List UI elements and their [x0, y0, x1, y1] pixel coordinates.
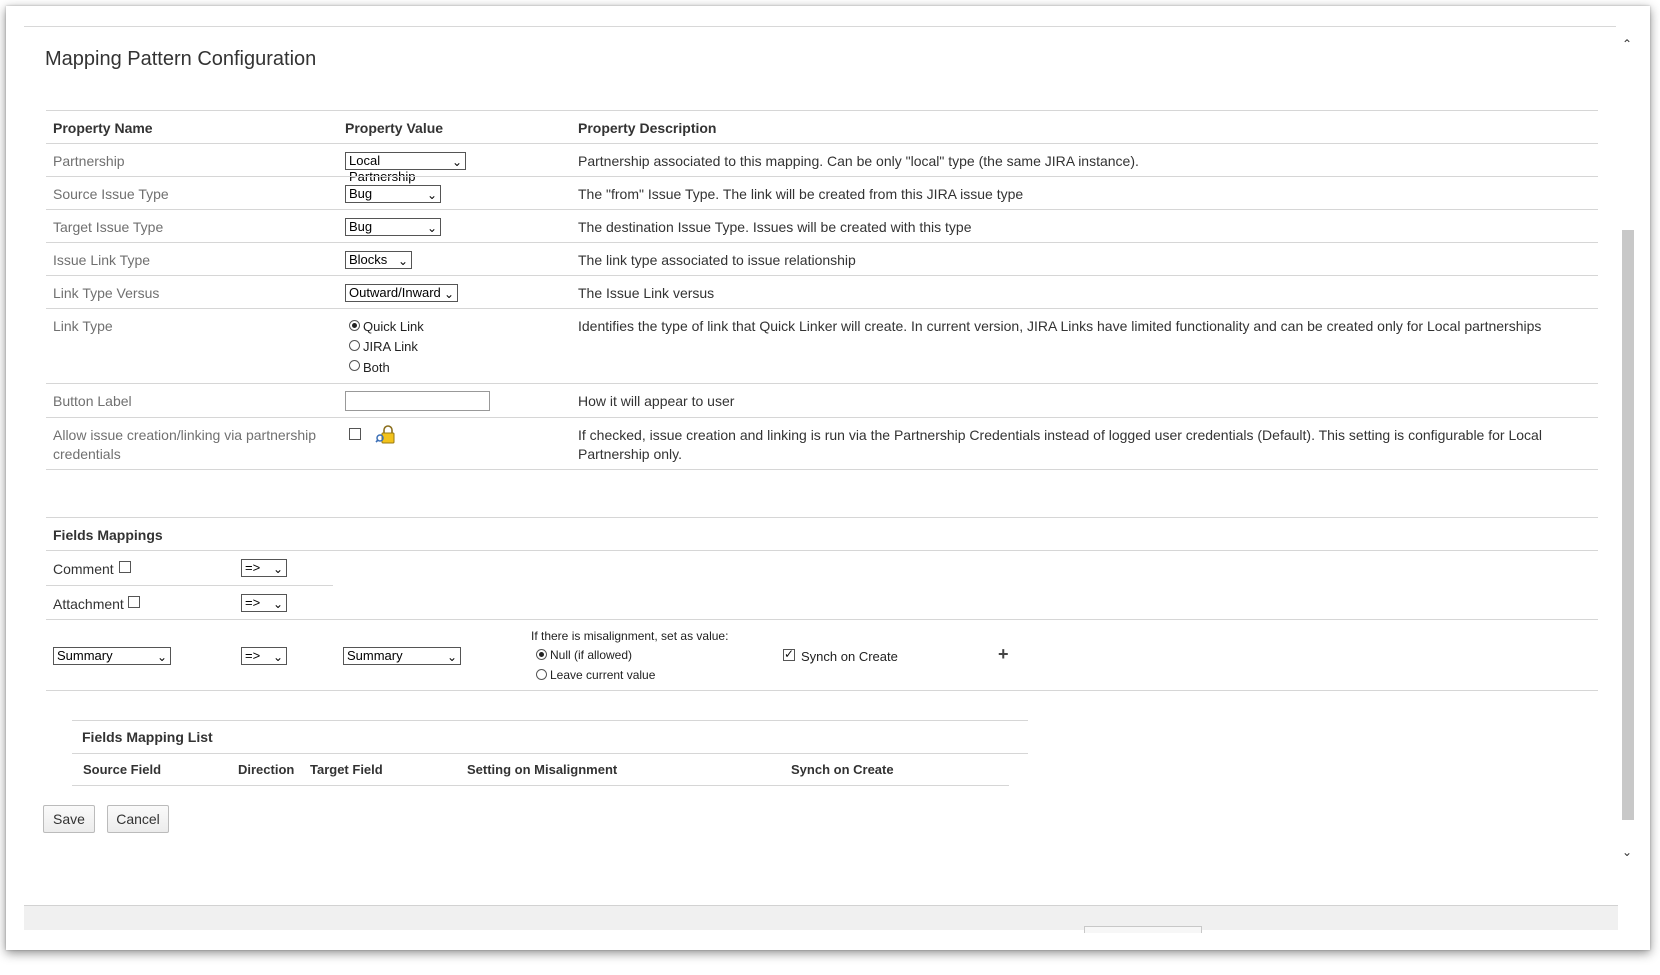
save-button[interactable]: Save — [43, 805, 95, 833]
link-type-versus-description: The Issue Link versus — [578, 285, 715, 301]
chevron-down-icon: ⌄ — [426, 188, 437, 202]
row-rule — [46, 242, 1598, 243]
attachment-direction-value: => — [245, 595, 261, 610]
partnership-label: Partnership — [53, 153, 125, 169]
source-issue-type-select[interactable] — [345, 185, 441, 203]
issue-link-type-description: The link type associated to issue relationship — [578, 252, 856, 268]
source-field-value: Summary — [57, 648, 113, 663]
synch-on-create-label: Synch on Create — [801, 649, 898, 664]
source-issue-type-description: The "from" Issue Type. The link will be created from this JIRA issue type — [578, 186, 1024, 202]
radio-both-label: Both — [363, 360, 390, 375]
target-issue-type-select[interactable] — [345, 218, 441, 236]
row-rule — [46, 550, 1598, 551]
radio-quick-link-label: Quick Link — [363, 319, 424, 334]
button-label-description: How it will appear to user — [578, 393, 735, 409]
row-rule — [46, 585, 333, 586]
mapping-direction-select[interactable] — [241, 647, 287, 665]
row-rule — [72, 785, 1009, 786]
radio-leave-current-value-label: Leave current value — [550, 668, 656, 682]
row-rule — [46, 417, 1598, 418]
target-field-value: Summary — [347, 648, 403, 663]
link-type-versus-value: Outward/Inward — [349, 285, 441, 300]
chevron-down-icon: ⌄ — [446, 650, 457, 664]
chevron-down-icon: ⌄ — [272, 562, 283, 576]
radio-leave-current-value[interactable] — [536, 669, 547, 680]
link-type-label: Link Type — [53, 318, 113, 334]
row-rule — [46, 619, 1598, 620]
allow-creation-label-line2: credentials — [53, 446, 121, 462]
row-rule — [46, 308, 1598, 309]
attachment-checkbox[interactable] — [128, 596, 140, 608]
header-property-description: Property Description — [578, 120, 717, 136]
header-property-value: Property Value — [345, 120, 444, 136]
cancel-button[interactable]: Cancel — [107, 805, 169, 833]
allow-creation-checkbox[interactable] — [349, 428, 361, 440]
target-issue-type-label: Target Issue Type — [53, 219, 164, 235]
source-issue-type-value: Bug — [349, 186, 373, 201]
radio-jira-link[interactable] — [349, 340, 360, 351]
target-field-select[interactable] — [343, 647, 461, 665]
chevron-down-icon: ⌄ — [443, 287, 454, 301]
chevron-down-icon: ⌄ — [426, 221, 437, 235]
target-issue-type-value: Bug — [349, 219, 373, 234]
chevron-down-icon: ⌄ — [156, 650, 167, 664]
chevron-down-icon: ⌄ — [272, 597, 283, 611]
chevron-down-icon: ⌄ — [272, 650, 283, 664]
footer-tab — [1084, 926, 1202, 933]
source-field-select[interactable] — [53, 647, 171, 665]
link-type-versus-select[interactable] — [345, 284, 458, 302]
comment-label: Comment — [53, 561, 114, 577]
button-label-input[interactable] — [345, 391, 490, 411]
section-rule — [46, 517, 1598, 518]
radio-null-if-allowed[interactable] — [536, 649, 547, 660]
radio-jira-link-label: JIRA Link — [363, 339, 418, 354]
synch-on-create-checkbox[interactable] — [783, 649, 795, 661]
scroll-down-icon[interactable]: ⌄ — [1621, 845, 1633, 859]
chevron-down-icon: ⌄ — [451, 155, 462, 169]
column-target-field: Target Field — [310, 762, 383, 777]
mapping-direction-value: => — [245, 648, 261, 663]
column-source-field: Source Field — [83, 762, 162, 777]
list-top-rule — [72, 720, 1028, 721]
partnership-description: Partnership associated to this mapping. Can be only "local" type (the same JIRA instance). — [578, 153, 1139, 169]
issue-link-type-label: Issue Link Type — [53, 252, 151, 268]
attachment-direction-select[interactable] — [241, 594, 287, 612]
row-rule — [46, 209, 1598, 210]
scrollbar-thumb[interactable] — [1622, 230, 1634, 820]
dialog-frame — [6, 6, 1650, 950]
comment-checkbox[interactable] — [119, 561, 131, 573]
header-property-name: Property Name — [53, 120, 153, 136]
comment-direction-value: => — [245, 560, 261, 575]
link-type-description: Identifies the type of link that Quick Linker will create. In current version, JIRA Links have limited functionality and can be created only for Local partnerships — [578, 318, 1542, 334]
top-divider — [24, 26, 1618, 27]
source-issue-type-label: Source Issue Type — [53, 186, 169, 202]
column-synch-on-create: Synch on Create — [791, 762, 894, 777]
page-title: Mapping Pattern Configuration — [45, 48, 317, 70]
target-issue-type-description: The destination Issue Type. Issues will be created with this type — [578, 219, 972, 235]
row-rule — [46, 383, 1598, 384]
column-setting-on-misalignment: Setting on Misalignment — [467, 762, 618, 777]
misalignment-prompt: If there is misalignment, set as value: — [531, 629, 729, 643]
radio-null-if-allowed-label: Null (if allowed) — [550, 648, 633, 662]
add-mapping-icon[interactable]: + — [998, 644, 1009, 664]
footer-strip — [24, 905, 1618, 930]
attachment-label: Attachment — [53, 596, 124, 612]
row-rule — [46, 143, 1598, 144]
column-direction: Direction — [238, 762, 295, 777]
fields-mapping-list-title: Fields Mapping List — [82, 729, 213, 745]
allow-creation-description-line1: If checked, issue creation and linking is run via the Partnership Credentials instead of logged user credentials (Default). This setting is configurable for Local — [578, 427, 1542, 443]
link-type-versus-label: Link Type Versus — [53, 285, 160, 301]
fields-mappings-title: Fields Mappings — [53, 527, 163, 543]
allow-creation-label-line1: Allow issue creation/linking via partnership — [53, 427, 317, 443]
radio-quick-link[interactable] — [349, 320, 360, 331]
partnership-select-value: Local Partnership — [349, 153, 416, 184]
comment-direction-select[interactable] — [241, 559, 287, 577]
issue-link-type-value: Blocks — [349, 252, 388, 267]
allow-creation-description-line2: Partnership only. — [578, 446, 683, 462]
row-rule — [46, 469, 1598, 470]
table-top-rule — [46, 110, 1598, 111]
row-rule — [72, 753, 1028, 754]
radio-both[interactable] — [349, 360, 360, 371]
row-rule — [46, 176, 1598, 177]
row-rule — [46, 275, 1598, 276]
button-label-label: Button Label — [53, 393, 132, 409]
issue-link-type-select[interactable] — [345, 251, 412, 269]
row-rule — [46, 690, 1598, 691]
partnership-select[interactable] — [345, 152, 466, 184]
lock-key-icon — [375, 425, 397, 445]
vertical-scrollbar[interactable] — [1616, 26, 1638, 912]
scroll-up-icon[interactable]: ⌃ — [1621, 37, 1633, 51]
chevron-down-icon: ⌄ — [397, 254, 408, 268]
